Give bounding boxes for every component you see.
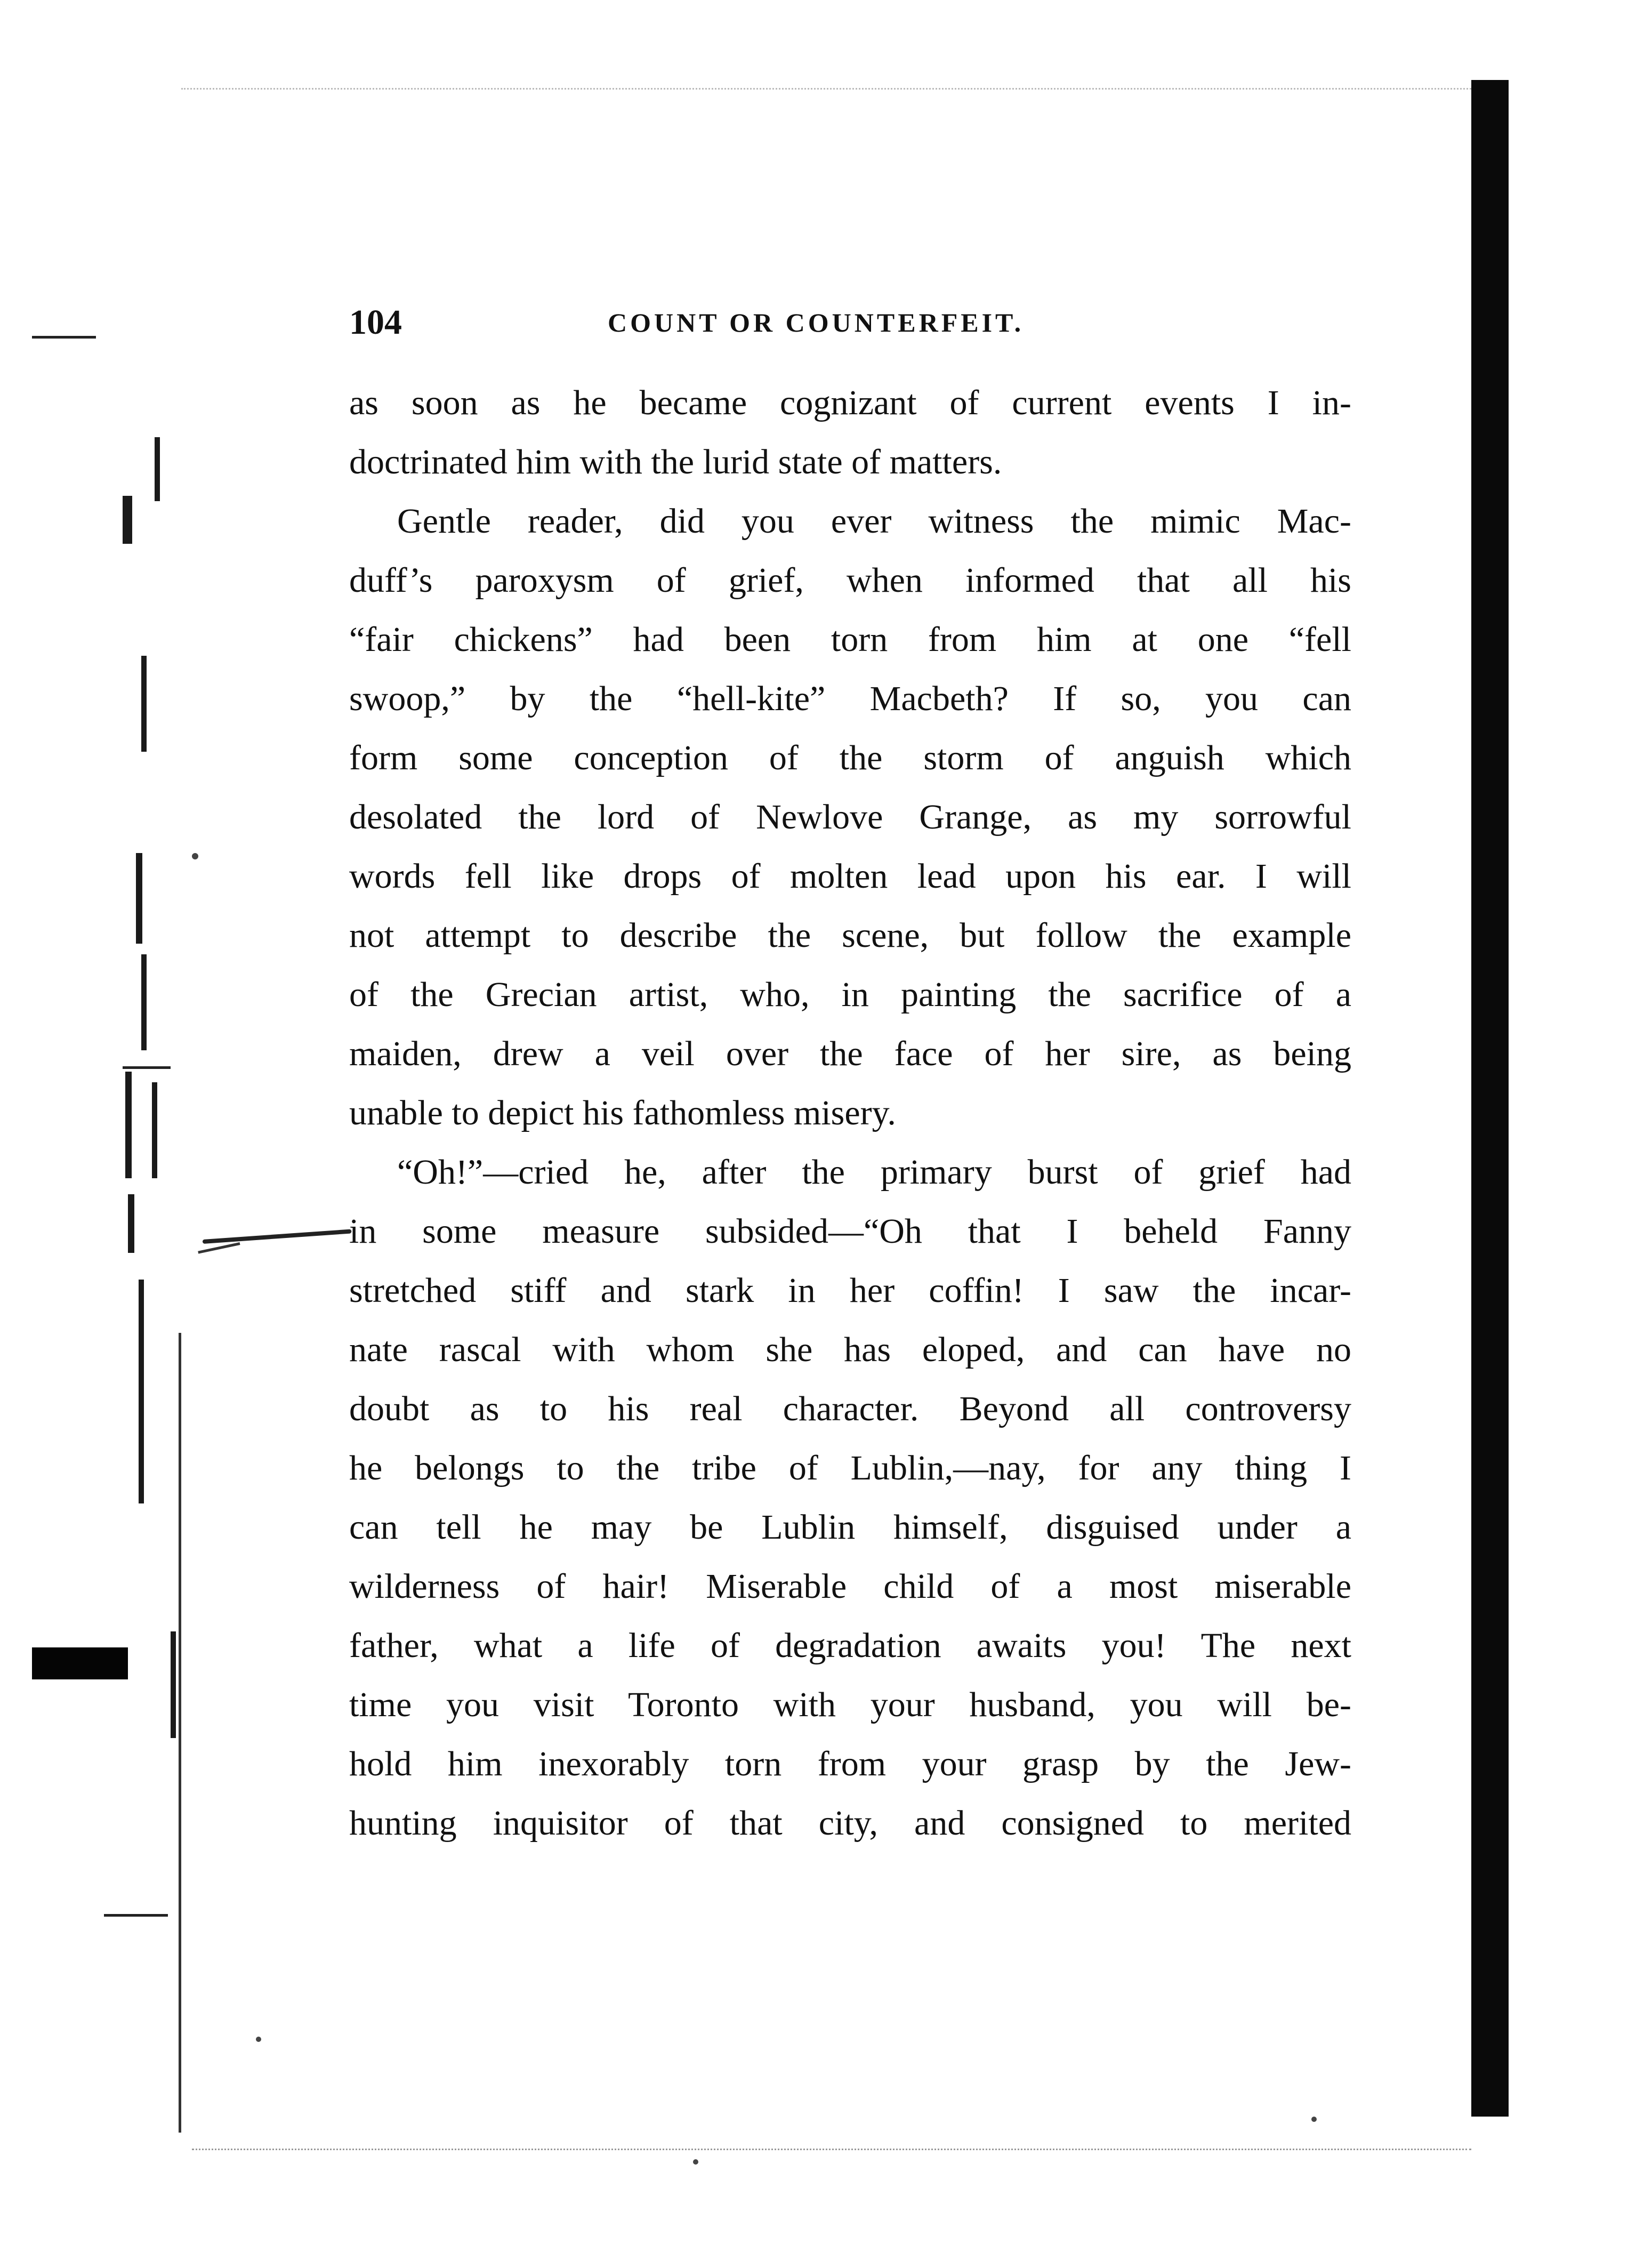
text-line: stretched stiff and stark in her coffin! I saw the incar- (349, 1271, 1351, 1310)
text-line: of the Grecian artist, who, in painting the sacrifice of a (349, 975, 1351, 1014)
margin-ink-block (32, 1647, 128, 1679)
margin-mark (152, 1082, 157, 1178)
text-line: doctrinated him with the lurid state of matters. (349, 443, 1002, 481)
margin-mark (128, 1194, 134, 1253)
pointer-stroke-tail (198, 1242, 240, 1254)
pointer-stroke (203, 1229, 352, 1244)
text-line: “Oh!”—cried he, after the primary burst of grief had (397, 1153, 1351, 1192)
text-line: can tell he may be Lublin himself, disguised under a (349, 1508, 1351, 1547)
page-top-edge (181, 88, 1471, 90)
margin-mark (136, 853, 142, 944)
page-left-edge (179, 1333, 181, 2133)
dust-speck (256, 2037, 261, 2042)
text-line: hold him inexorably torn from your grasp by the Jew- (349, 1744, 1351, 1783)
margin-mark (139, 1280, 144, 1503)
text-line: as soon as he became cognizant of current events I in- (349, 383, 1351, 422)
text-line: desolated the lord of Newlove Grange, as my sorrowful (349, 798, 1351, 837)
text-line: doubt as to his real character. Beyond all controversy (349, 1389, 1351, 1428)
text-line: form some conception of the storm of anguish which (349, 738, 1351, 777)
text-line: maiden, drew a veil over the face of her sire, as being (349, 1034, 1351, 1073)
text-line: unable to depict his fathomless misery. (349, 1093, 896, 1132)
margin-rule (32, 336, 96, 339)
margin-mark (125, 1072, 132, 1178)
text-line: hunting inquisitor of that city, and consigned to merited (349, 1804, 1351, 1843)
margin-mark (123, 496, 132, 544)
text-line: father, what a life of degradation awaits you! The next (349, 1626, 1351, 1665)
body-text (349, 373, 1351, 1853)
text-line: words fell like drops of molten lead upon his ear. I will (349, 857, 1351, 896)
page-bottom-edge (192, 2149, 1471, 2150)
margin-mark (141, 656, 147, 752)
text-line: in some measure subsided—“Oh that I beheld Fanny (349, 1212, 1351, 1251)
dust-speck (693, 2159, 698, 2165)
page-number: 104 (349, 303, 402, 342)
text-line: duff’s paroxysm of grief, when informed that all his (349, 561, 1351, 600)
text-line: swoop,” by the “hell-kite” Macbeth? If so, you can (349, 679, 1351, 718)
margin-rule (104, 1914, 168, 1917)
margin-mark (171, 1631, 176, 1738)
dust-speck (192, 853, 198, 859)
margin-mark (141, 954, 147, 1050)
running-head (349, 296, 1362, 349)
margin-rule (123, 1066, 171, 1069)
text-line: time you visit Toronto with your husband, you will be- (349, 1685, 1351, 1724)
text-line: he belongs to the tribe of Lublin,—nay, for any thing I (349, 1449, 1351, 1487)
running-title: COUNT OR COUNTERFEIT. (608, 308, 1025, 337)
text-line: nate rascal with whom she has eloped, and can have no (349, 1330, 1351, 1369)
text-line: Gentle reader, did you ever witness the mimic Mac- (397, 502, 1351, 541)
dust-speck (1311, 2117, 1317, 2122)
margin-mark (155, 437, 160, 501)
text-line: not attempt to describe the scene, but follow the example (349, 916, 1351, 955)
binding-shadow-bar (1471, 80, 1509, 2117)
text-line: “fair chickens” had been torn from him at one “fell (349, 620, 1351, 659)
text-line: wilderness of hair! Miserable child of a most miserable (349, 1567, 1351, 1606)
